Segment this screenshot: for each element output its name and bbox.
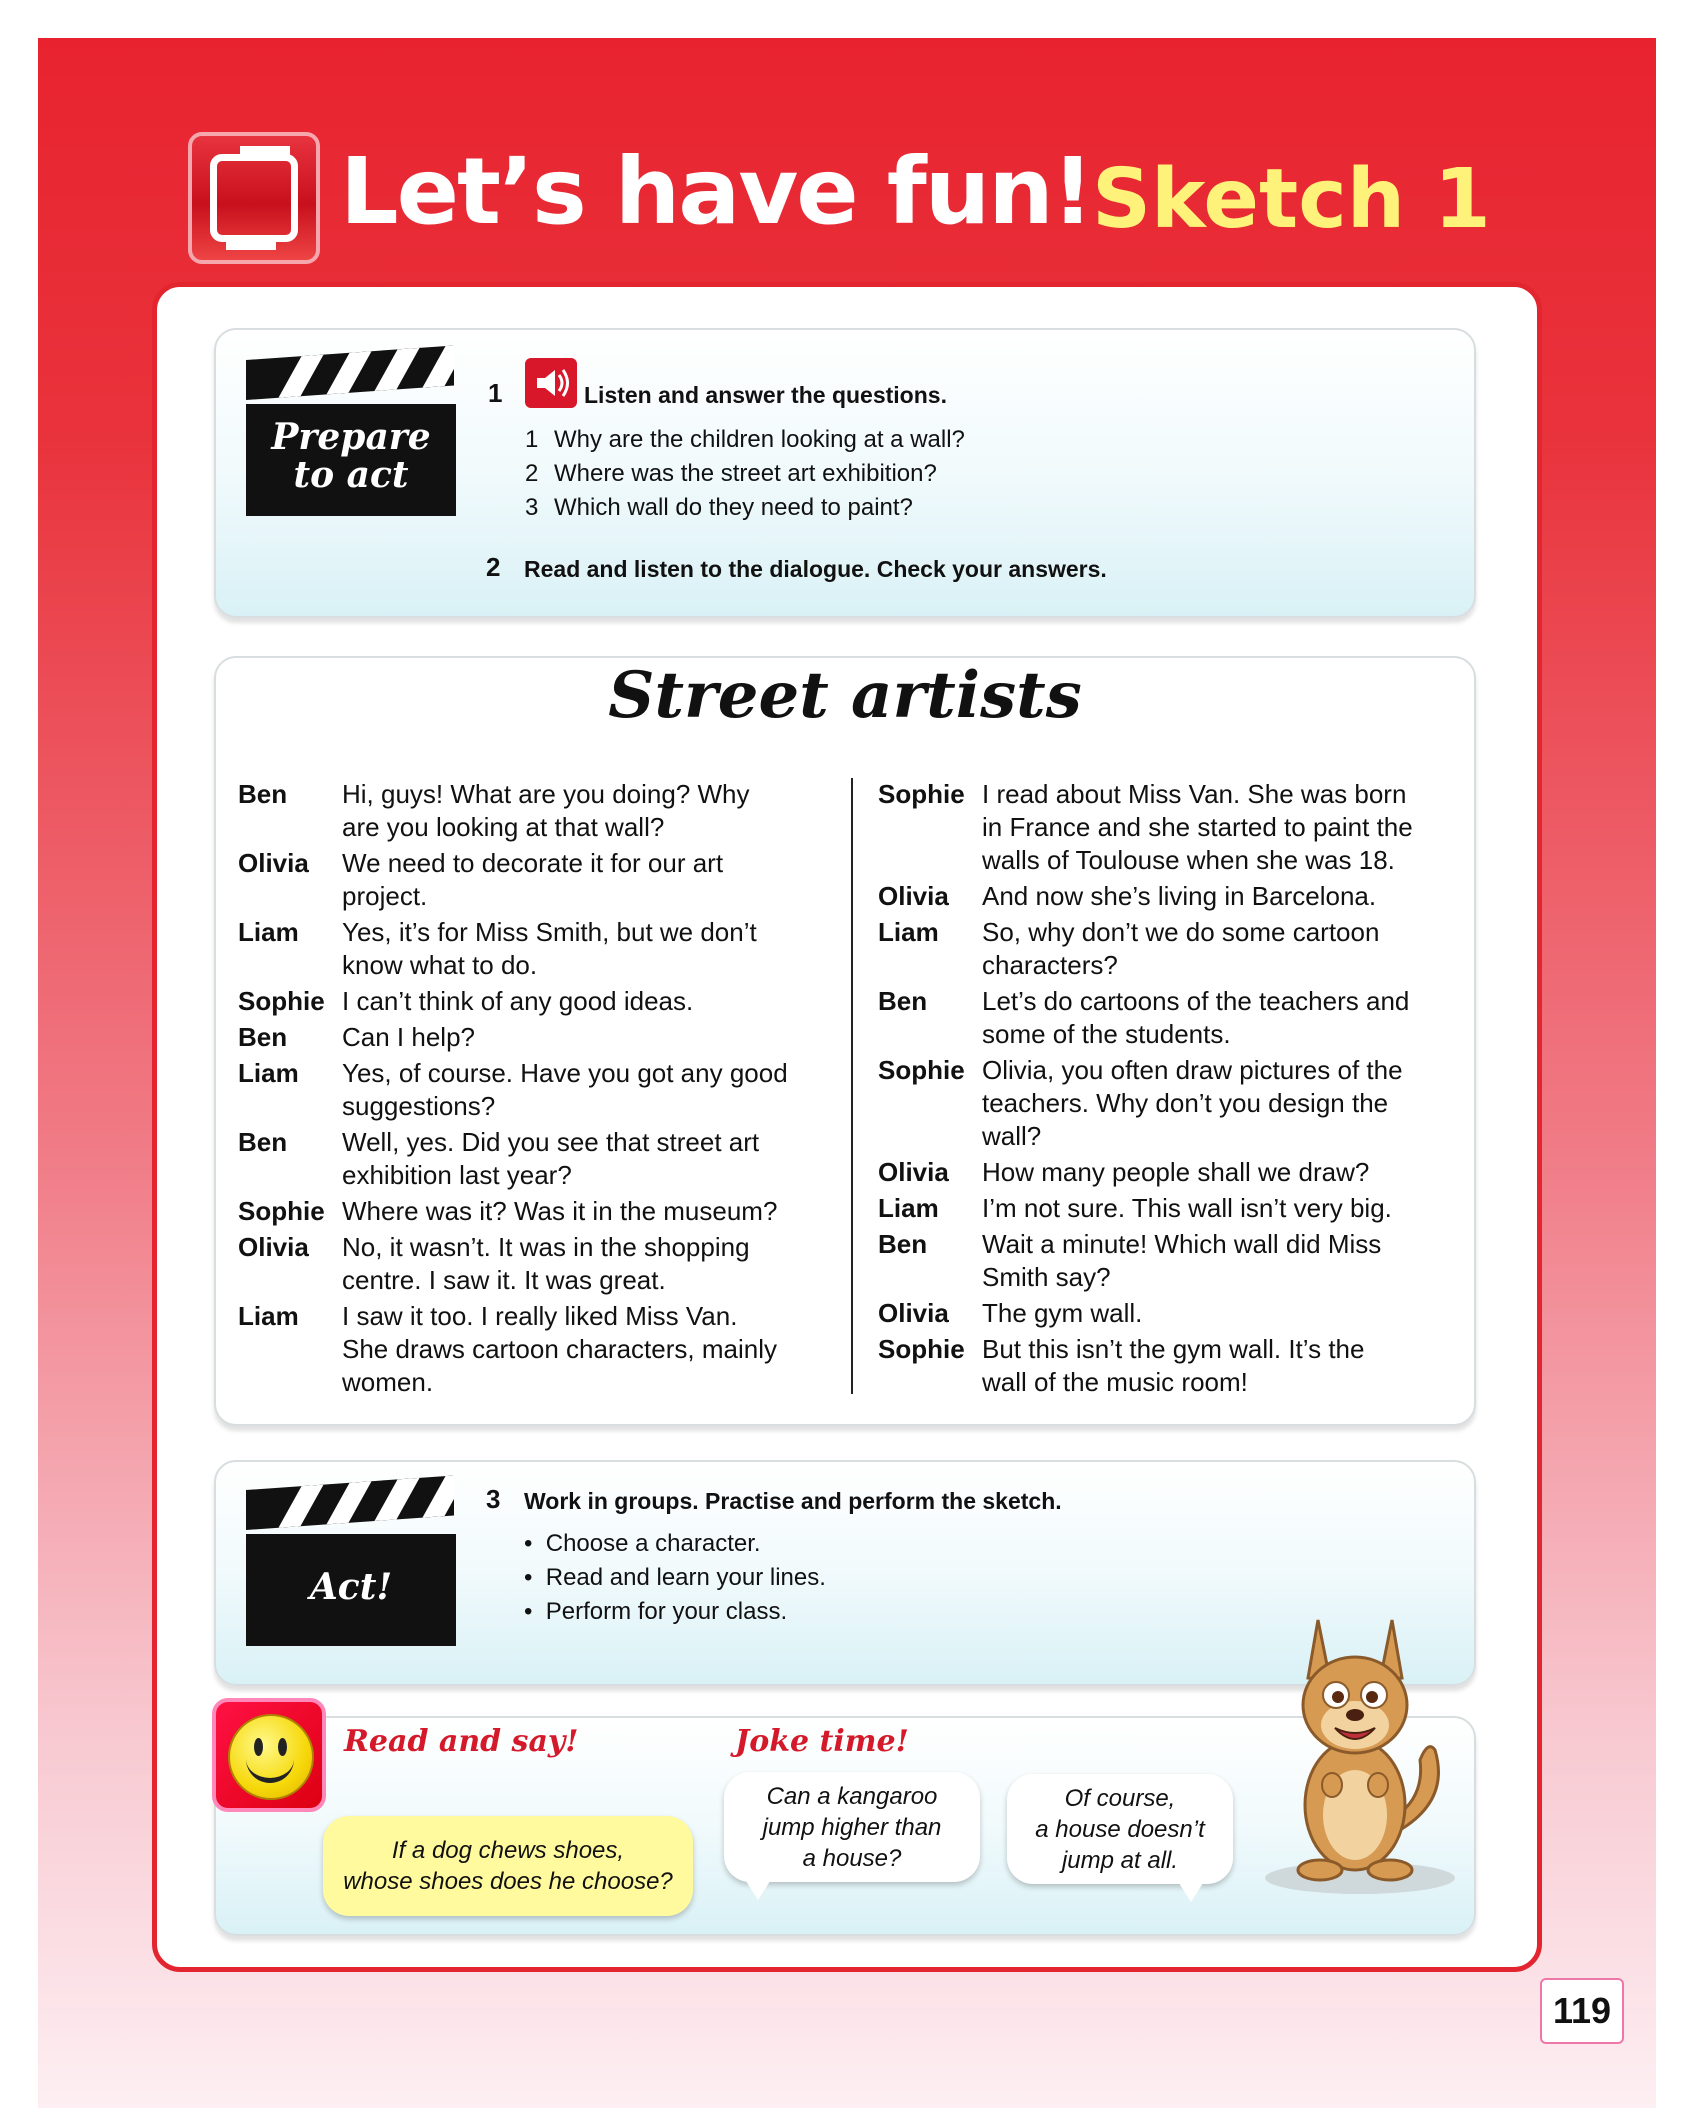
speech-text: But this isn’t the gym wall. It’s the wall of the music room! [982, 1334, 1365, 1397]
dialogue-title: Street artists [608, 658, 1082, 733]
clapper-label-prepare: Prepare [271, 416, 431, 458]
bullet-item: • Choose a character. [524, 1530, 761, 1557]
speaker-name: Olivia [238, 848, 309, 878]
speaker-name: Olivia [878, 1298, 949, 1328]
joke-answer-bubble: Of course, a house doesn’t jump at all. [1007, 1774, 1233, 1884]
speech-text: Where was it? Was it in the museum? [342, 1196, 778, 1226]
speech-text: So, why don’t we do some cartoon characters? [982, 917, 1380, 980]
bullet-item: • Perform for your class. [524, 1598, 788, 1625]
task-number: 3 [486, 1484, 501, 1514]
speaker-name: Sophie [878, 1055, 965, 1085]
joke-question-bubble: Can a kangaroo jump higher than a house? [724, 1772, 980, 1882]
speaker-name: Liam [878, 917, 939, 947]
question-number: 1 [525, 426, 539, 453]
question-text: Which wall do they need to paint? [554, 494, 913, 521]
page-subtitle: Sketch 1 [1092, 152, 1491, 247]
speech-text: I read about Miss Van. She was born in France and she started to paint the walls of Toulouse when she was 18. [982, 779, 1413, 875]
speaker-name: Ben [878, 986, 928, 1016]
speech-text: I’m not sure. This wall isn’t very big. [982, 1193, 1392, 1223]
speech-text: I can’t think of any good ideas. [342, 986, 694, 1016]
speech-text: Olivia, you often draw pictures of the teachers. Why don’t you design the wall? [982, 1055, 1403, 1151]
column-divider [851, 778, 853, 1394]
swap-arrows-icon [188, 132, 320, 264]
clapperboard-icon [246, 1490, 456, 1646]
speech-text: Well, yes. Did you see that street art exhibition last year? [342, 1127, 760, 1190]
kangaroo-illustration [1250, 1600, 1460, 1900]
speaker-name: Liam [878, 1193, 939, 1223]
clapper-label-act: Act! [309, 1566, 393, 1608]
speech-text: Let’s do cartoons of the teachers and some of the students. [982, 986, 1410, 1049]
clapper-label-to-act: to act [293, 454, 409, 496]
task-number: 2 [486, 552, 501, 582]
page-number: 119 [1540, 1978, 1624, 2044]
speaker-name: Sophie [878, 779, 965, 809]
speaker-name: Sophie [238, 986, 325, 1016]
tongue-twister-bubble: If a dog chews shoes, whose shoes does he choose? [323, 1816, 693, 1916]
speech-text: Hi, guys! What are you doing? Why are you looking at that wall? [342, 779, 750, 842]
speaker-name: Ben [878, 1229, 928, 1259]
task1-instruction: Listen and answer the questions. [584, 382, 947, 408]
question-text: Where was the street art exhibition? [554, 460, 937, 487]
speech-text: I saw it too. I really liked Miss Van. She draws cartoon characters, mainly women. [342, 1301, 777, 1397]
speech-text: How many people shall we draw? [982, 1157, 1370, 1187]
speech-text: And now she’s living in Barcelona. [982, 881, 1377, 911]
speaker-name: Liam [238, 917, 299, 947]
speaker-name: Olivia [878, 881, 949, 911]
speaker-name: Liam [238, 1058, 299, 1088]
speech-text: Yes, it’s for Miss Smith, but we don’t know what to do. [342, 917, 757, 980]
speech-text: The gym wall. [982, 1298, 1143, 1328]
smiley-icon [212, 1698, 326, 1812]
speaker-name: Liam [238, 1301, 299, 1331]
read-and-say-heading: Read and say! [344, 1724, 579, 1759]
bullet-item: • Read and learn your lines. [524, 1564, 826, 1591]
question-number: 2 [525, 460, 539, 487]
speaker-name: Sophie [878, 1334, 965, 1364]
question-text: Why are the children looking at a wall? [554, 426, 965, 453]
task2-instruction: Read and listen to the dialogue. Check your answers. [524, 556, 1107, 582]
clapperboard-icon [246, 360, 456, 516]
speaker-name: Olivia [238, 1232, 309, 1262]
speaker-name: Olivia [878, 1157, 949, 1187]
speaker-name: Sophie [238, 1196, 325, 1226]
speech-text: No, it wasn’t. It was in the shopping centre. I saw it. It was great. [342, 1232, 750, 1295]
speaker-audio-icon[interactable] [525, 358, 577, 408]
joke-time-heading: Joke time! [735, 1724, 909, 1759]
speaker-name: Ben [238, 1127, 288, 1157]
task3-instruction: Work in groups. Practise and perform the sketch. [524, 1488, 1062, 1514]
speech-text: We need to decorate it for our art project. [342, 848, 724, 911]
question-number: 3 [525, 494, 539, 521]
speech-text: Wait a minute! Which wall did Miss Smith say? [982, 1229, 1382, 1292]
speaker-name: Ben [238, 779, 288, 809]
page-title: Let’s have fun! [340, 138, 1092, 245]
speech-text: Yes, of course. Have you got any good suggestions? [342, 1058, 788, 1121]
task-number: 1 [488, 378, 503, 408]
speech-text: Can I help? [342, 1022, 475, 1052]
speaker-name: Ben [238, 1022, 288, 1052]
